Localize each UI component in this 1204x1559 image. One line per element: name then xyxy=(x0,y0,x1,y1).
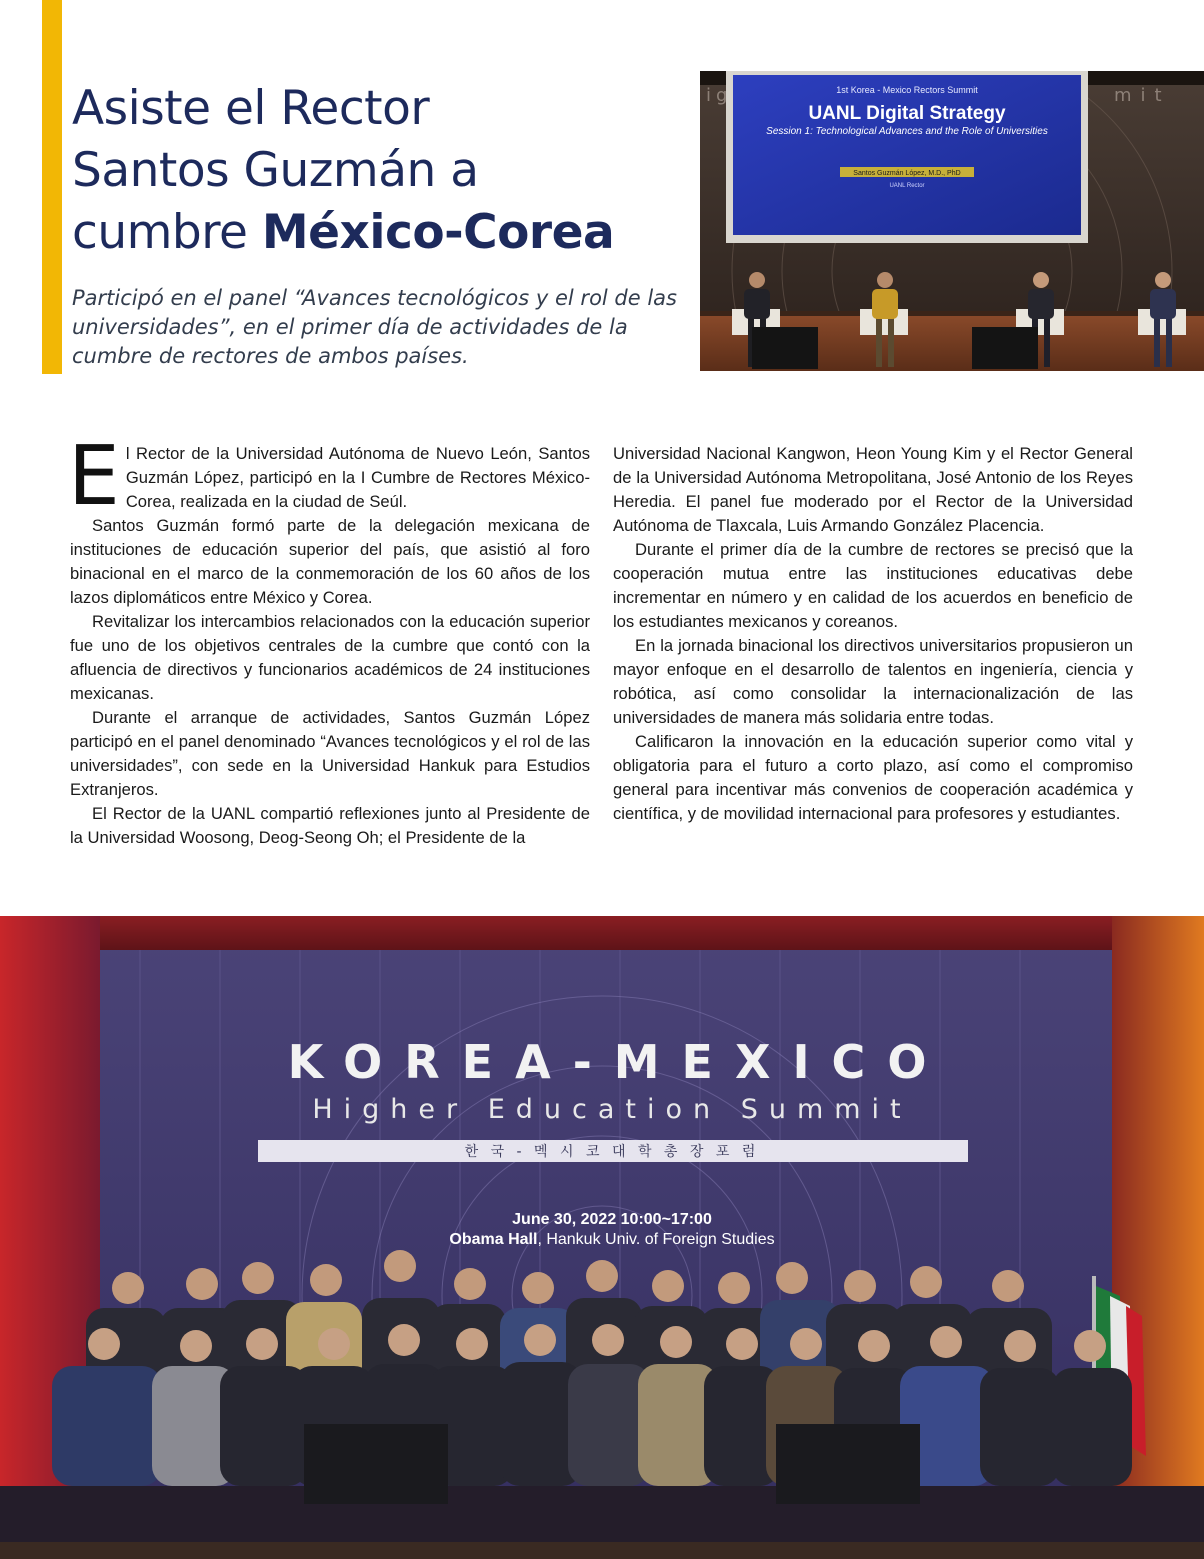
headline-line-3: cumbre xyxy=(72,205,262,260)
article-paragraph: Durante el arranque de actividades, Santos Guzmán López participó en el panel denominado “Avances tecnológicos y el rol de las universidades”, con sede en la Universidad Hankuk para Estudios Extranjeros. xyxy=(70,708,590,799)
article-paragraph: l Rector de la Universidad Autónoma de Nuevo León, Santos Guzmán López, participó en la I Cumbre de Rectores México-Corea, realizada en la ciudad de Seúl. xyxy=(125,444,590,511)
article-paragraph: En la jornada binacional los directivos universitarios propusieron un mayor enfoque en el desarrollo de talentos en ingeniería, ciencia y robótica, así como consolidar la internacionalización de las universidades de manera más solidaria entre todas. xyxy=(613,636,1133,727)
headline-line-1: Asiste el Rector xyxy=(72,81,430,136)
article-column-right xyxy=(613,442,1133,826)
group-photo xyxy=(0,916,1204,1559)
screen-title: UANL Digital Strategy xyxy=(808,103,1006,124)
wall-letters-left: ig xyxy=(706,85,733,106)
headline-emphasis: México-Corea xyxy=(261,205,615,260)
article-column-left xyxy=(68,429,590,850)
article-paragraph: Calificaron la innovación en la educación superior como vital y obligatoria para el futuro a corto plazo, así como el compromiso general para incentivar más convenios de cooperación académica y científica, y de movilidad internacional para profesores y estudiantes. xyxy=(613,732,1133,823)
article-paragraph: Santos Guzmán formó parte de la delegación mexicana de instituciones de educación superior del país, que asistió al foro binacional en el marco de la conmemoración de los 60 años de los lazos diplomáticos entre México y Corea. xyxy=(70,516,590,607)
screen-header: 1st Korea - Mexico Rectors Summit xyxy=(836,85,978,95)
banner-line-1: KOREA-MEXICO xyxy=(287,1035,949,1089)
headline-line-2: Santos Guzmán a xyxy=(72,143,479,198)
lead-subtitle: Participó en el panel “Avances tecnológicos y el rol de las universidades”, en el primer día de actividades de la cumbre de rectores de ambos países. xyxy=(72,286,677,368)
screen-speaker-role: UANL Rector xyxy=(889,183,925,189)
article-paragraph: Durante el primer día de la cumbre de rectores se precisó que la cooperación mutua entre las instituciones educativas debe incrementar en número y en calidad de los acuerdos en beneficio de los estudiantes mexicanos y coreanos. xyxy=(613,540,1133,631)
svg-text:Obama Hall, Hankuk Univ. of Fo xyxy=(449,1231,774,1248)
article-paragraph: Revitalizar los intercambios relacionados con la educación superior fue uno de los objetivos centrales de la cumbre que contó con la afluencia de directivos y funcionarios académicos de 24 instituciones mexicanas. xyxy=(70,612,590,703)
banner-line-2: Higher Education Summit xyxy=(312,1094,912,1125)
banner-date: June 30, 2022 10:00~17:00 xyxy=(512,1211,712,1228)
screen-session: Session 1: Technological Advances and the Role of Universities xyxy=(766,126,1048,137)
banner-venue: Obama Hall xyxy=(449,1231,538,1248)
accent-bar xyxy=(42,0,62,374)
article-paragraph: Universidad Nacional Kangwon, Heon Young Kim y el Rector General de la Universidad Autónoma Metropolitana, José Antonio de los Reyes Heredia. El panel fue moderado por el Rector de la Universidad Autónoma de Tlaxcala, Luis Armando González Placencia. xyxy=(613,444,1133,535)
headline xyxy=(72,78,692,264)
article-paragraph: El Rector de la UANL compartió reflexiones junto al Presidente de la Universidad Woosong, Deog-Seong Oh; el Presidente de la xyxy=(70,804,590,847)
drop-cap: E xyxy=(68,429,120,524)
screen-speaker: Santos Guzmán López, M.D., PhD xyxy=(853,170,961,177)
front-row xyxy=(52,1362,1132,1486)
panel-photo xyxy=(700,71,1204,371)
banner-venue-detail: , Hankuk Univ. of Foreign Studies xyxy=(537,1231,775,1248)
wall-letters-right: mit xyxy=(1114,85,1171,106)
banner-korean: 한 국 - 멕 시 코 대 학 총 장 포 럼 xyxy=(464,1144,760,1160)
